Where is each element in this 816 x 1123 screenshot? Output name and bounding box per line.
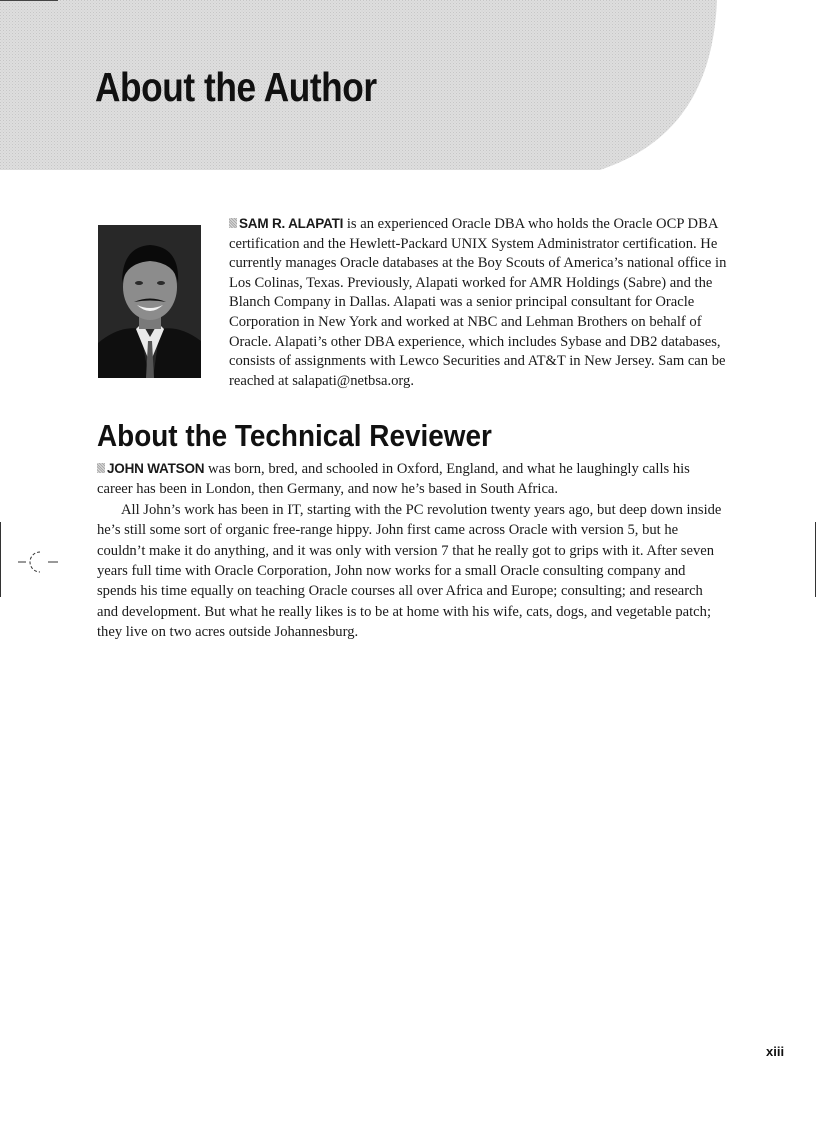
author-bio-text: is an experienced Oracle DBA who holds the Oracle OCP DBA certification and the Hewlett-Packard UNIX System Administrator certification. He currently manages Oracle databases at the Boy Scouts of America’s national office in Los Colinas, Texas. Previously, Alapati worked for AMR Holdings (Sabre) and the Blanch Company in Dallas. Alapati was a senior principal consultant for Oracle Corporation in New York and worked at NBC and Lehman Brothers on behalf of Oracle. Alapati’s other DBA experience, which includes Sybase and DB2 databases, consists of assignments with Lewco Securities and AT&T in New Jersey. Sam can be reached at salapati@netbsa.org. bbox=[229, 216, 727, 389]
reviewer-intro-paragraph bbox=[97, 459, 727, 500]
reviewer-intro-text: was born, bred, and schooled in Oxford, England, and what he laughingly calls his career has been in London, then Germany, and now he’s based in South Africa. bbox=[97, 461, 690, 498]
author-bio bbox=[229, 214, 729, 391]
reviewer-name: JOHN WATSON bbox=[107, 461, 205, 476]
author-photo bbox=[98, 225, 201, 378]
bullet-icon bbox=[229, 218, 237, 228]
registration-mark-icon bbox=[18, 550, 62, 574]
reviewer-section-title: About the Technical Reviewer bbox=[97, 418, 492, 453]
chapter-title: About the Author bbox=[95, 64, 377, 110]
page-number: xiii bbox=[766, 1044, 785, 1059]
author-name: SAM R. ALAPATI bbox=[239, 216, 344, 231]
top-crop-rule bbox=[0, 0, 58, 1]
reviewer-body-paragraph: All John’s work has been in IT, starting with the PC revolution twenty years ago, but deep down inside he’s still some sort of organic free-range hippy. John first came across Oracle with version 5, but he couldn’t make it do anything, and it was only with version 7 that he really got to grips with it. After seven years full time with Oracle Corporation, John now works for a small Oracle consulting company and spends his time equally on teaching Oracle courses all over Africa and Europe; consulting; and research and development. But what he really likes is to be at home with his wife, cats, dogs, and vegetable patch; they live on two acres outside Johannesburg. bbox=[97, 501, 722, 641]
bullet-icon bbox=[97, 463, 105, 473]
reviewer-bio bbox=[97, 459, 727, 643]
left-crop-mark bbox=[0, 522, 1, 597]
